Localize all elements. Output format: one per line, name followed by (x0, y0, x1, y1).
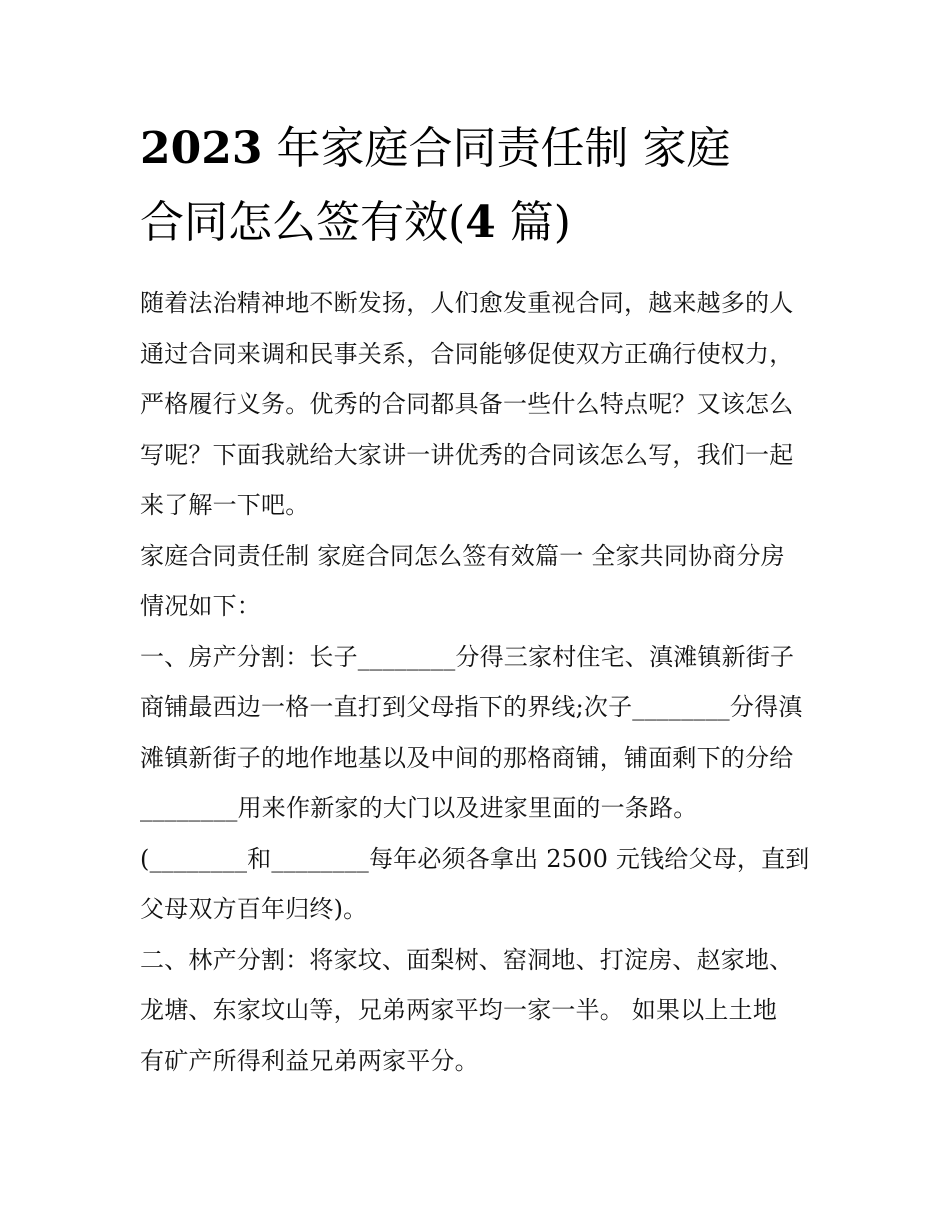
paragraph-line: 严格履行义务。优秀的合同都具备一些什么特点呢？又该怎么 (140, 390, 794, 418)
paragraph-line: 情况如下： (140, 592, 261, 620)
paragraph-line: 二、林产分割：将家坟、面梨树、窑洞地、打淀房、赵家地、 (140, 945, 794, 974)
title-line-2-text: 合同怎么签有效( (140, 197, 466, 248)
paragraph-line: ________用来作新家的大门以及进家里面的一条路。 (140, 794, 698, 822)
title-year: 2023 (140, 123, 263, 174)
paragraph-line: 来了解一下吧。 (140, 491, 310, 519)
document-title (140, 112, 820, 260)
title-article-count: 4 (465, 197, 496, 248)
forest-division-paragraph (140, 935, 820, 1087)
paragraph-line: 父母双方百年归终)。 (140, 895, 368, 923)
paragraph-line: 随着法治精神地不断发扬，人们愈发重视合同，越来越多的人 (140, 289, 794, 317)
paragraph-line: 有矿产所得利益兄弟两家平分。 (140, 1046, 479, 1075)
property-division-paragraph (140, 632, 820, 834)
paragraph-line: 龙塘、东家坟山等，兄弟两家平均一家一半。 如果以上土地 (140, 996, 778, 1024)
title-line-2-end: 篇) (495, 197, 571, 248)
title-line-2 (140, 186, 820, 260)
paragraph-line: 写呢？下面我就给大家讲一讲优秀的合同该怎么写，我们一起 (140, 440, 794, 469)
paragraph-line: 通过合同来调和民事关系，合同能够促使双方正确行使权力， (140, 339, 794, 368)
paragraph-line: (________和________每年必须各拿出 2500 元钱给父母，直到 (140, 844, 810, 873)
paragraph-line: 家庭合同责任制 家庭合同怎么签有效篇一 全家共同协商分房 (140, 541, 785, 570)
document-body (140, 112, 820, 1086)
section-heading-paragraph (140, 531, 820, 632)
intro-paragraph (140, 278, 820, 531)
support-payment-paragraph (140, 834, 820, 935)
paragraph-line: 一、房产分割：长子________分得三家村住宅、滇滩镇新街子 (140, 642, 795, 671)
paragraph-line: 商铺最西边一格一直打到父母指下的界线;次子________分得滇 (140, 693, 803, 721)
title-line-1-text: 年家庭合同责任制 家庭 (262, 123, 731, 174)
paragraph-line: 滩镇新街子的地作地基以及中间的那格商铺，铺面剩下的分给 (140, 743, 794, 772)
title-line-1 (140, 112, 820, 186)
